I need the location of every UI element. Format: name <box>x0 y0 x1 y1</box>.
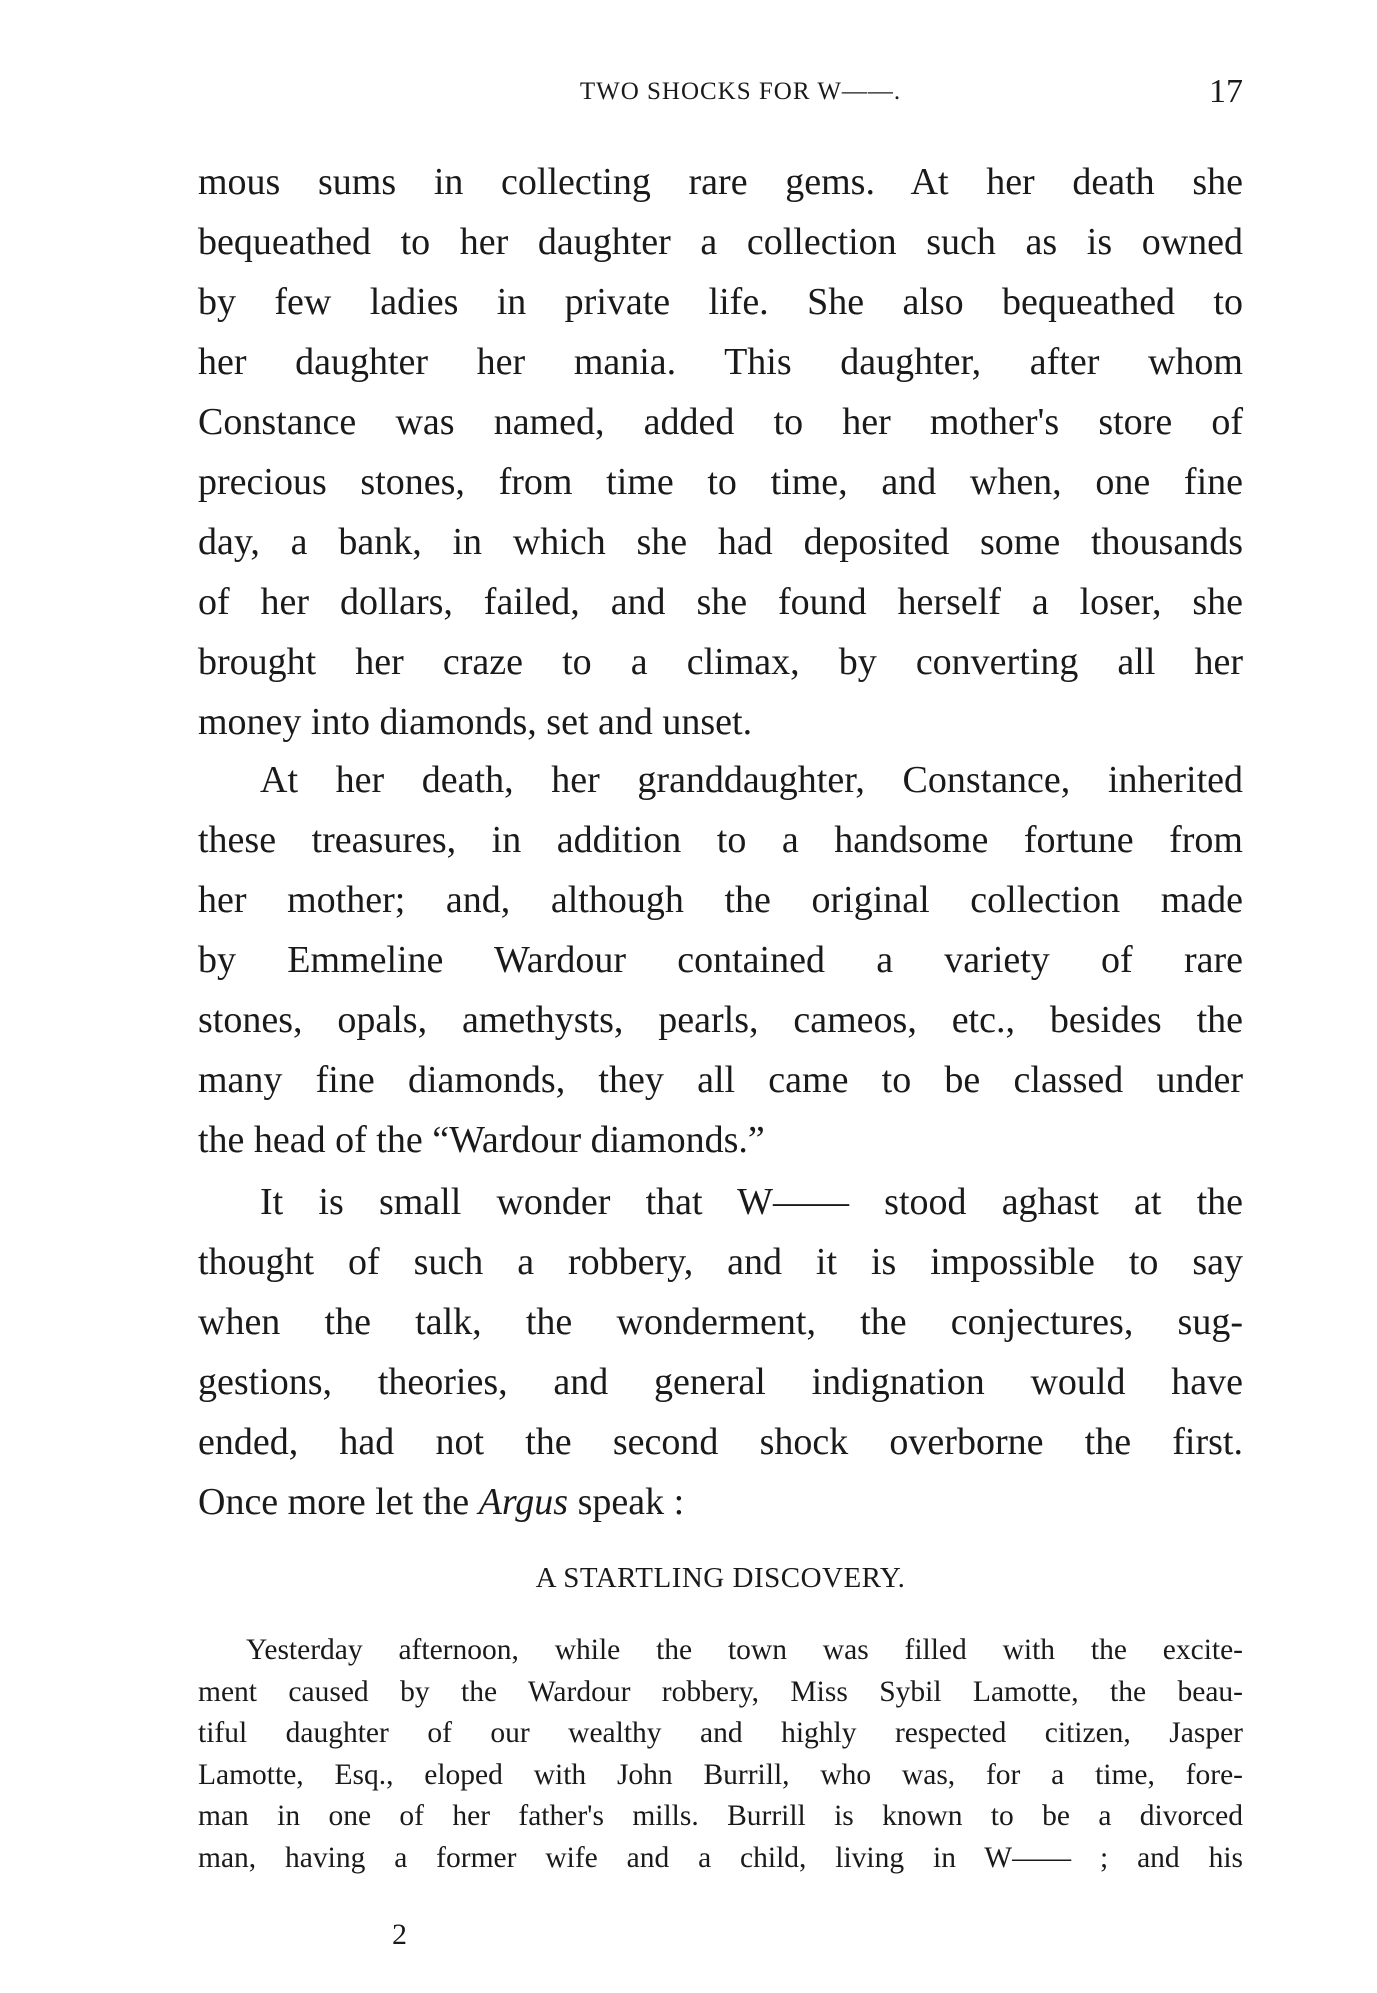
line-text: thought of such a robbery, and it is impossible to say <box>198 1241 1243 1283</box>
text-line <box>198 1838 1243 1880</box>
line-text: ment caused by the Wardour robbery, Miss Sybil Lamotte, the beau- <box>198 1675 1243 1708</box>
line-text: man, having a former wife and a child, living in W—— ; and his <box>198 1841 1243 1874</box>
running-head <box>198 72 1243 112</box>
line-text: money into diamonds, set and unset. <box>198 701 753 743</box>
text-line <box>198 512 1243 572</box>
line-text: by few ladies in private life. She also bequeathed to <box>198 281 1243 323</box>
line-text: man in one of her father's mills. Burrill is known to be a divorced <box>198 1800 1243 1832</box>
paragraph-1 <box>198 152 1243 752</box>
text-line <box>198 1172 1243 1232</box>
line-text: her mother; and, although the original collection made <box>198 879 1243 921</box>
text-line <box>198 990 1243 1050</box>
line-text: many fine diamonds, they all came to be classed under <box>198 1059 1243 1101</box>
paragraph-2 <box>198 750 1243 1170</box>
text-line <box>198 152 1243 212</box>
text-line <box>198 212 1243 272</box>
line-text: by Emmeline Wardour contained a variety of rare <box>198 939 1243 981</box>
italic-title: Argus <box>478 1481 569 1523</box>
text-line <box>198 1630 1243 1672</box>
line-text: her daughter her mania. This daughter, after whom <box>198 341 1243 383</box>
text-line <box>198 1796 1243 1838</box>
text-line <box>198 1050 1243 1110</box>
page-number: 17 <box>1209 73 1243 110</box>
line-text: day, a bank, in which she had deposited some thousands <box>198 521 1243 563</box>
line-text: ended, had not the second shock overborne the first. <box>198 1421 1243 1463</box>
line-text: Yesterday afternoon, while the town was filled with the excite- <box>246 1634 1243 1666</box>
text-line <box>198 1412 1243 1472</box>
text-line <box>198 810 1243 870</box>
text-line <box>198 572 1243 632</box>
running-head-title: TWO SHOCKS FOR W——. <box>579 78 902 105</box>
text-line <box>198 1232 1243 1292</box>
line-text: Constance was named, added to her mother's store of <box>198 401 1243 443</box>
text-line <box>198 632 1243 692</box>
text-line <box>198 1292 1243 1352</box>
line-text: mous sums in collecting rare gems. At her death she <box>198 161 1243 203</box>
line-text: tiful daughter of our wealthy and highly respected citizen, Jasper <box>198 1717 1243 1749</box>
line-text: speak : <box>568 1481 685 1523</box>
text-line <box>198 930 1243 990</box>
signature-mark: 2 <box>392 1918 407 1951</box>
line-text: gestions, theories, and general indignation would have <box>198 1361 1243 1403</box>
line-text: these treasures, in addition to a handsome fortune from <box>198 819 1243 861</box>
line-text: bequeathed to her daughter a collection such as is owned <box>198 221 1243 263</box>
text-line <box>198 1352 1243 1412</box>
text-line <box>198 870 1243 930</box>
line-text: stones, opals, amethysts, pearls, cameos, etc., besides the <box>198 999 1243 1041</box>
quoted-article-text <box>198 1630 1243 1879</box>
line-text: brought her craze to a climax, by converting all her <box>198 641 1243 683</box>
text-line <box>198 1672 1243 1714</box>
line-text: It is small wonder that W—— stood aghast at the <box>260 1181 1243 1223</box>
line-text: the head of the “Wardour diamonds.” <box>198 1119 765 1161</box>
line-text: Lamotte, Esq., eloped with John Burrill, who was, for a time, fore- <box>198 1758 1243 1791</box>
line-text: Once more let the <box>198 1481 479 1523</box>
text-line <box>198 332 1243 392</box>
text-line <box>198 1110 1243 1170</box>
text-line <box>198 272 1243 332</box>
article-heading: A STARTLING DISCOVERY. <box>535 1562 906 1594</box>
text-line <box>198 1472 1243 1532</box>
text-line <box>198 692 1243 752</box>
paragraph-3 <box>198 1172 1243 1532</box>
line-text: precious stones, from time to time, and when, one fine <box>198 461 1243 503</box>
text-line <box>198 392 1243 452</box>
text-line <box>198 1755 1243 1797</box>
text-line <box>198 1713 1243 1755</box>
line-text: of her dollars, failed, and she found herself a loser, she <box>198 581 1243 623</box>
line-text: At her death, her granddaughter, Constance, inherited <box>260 759 1243 801</box>
text-line <box>198 452 1243 512</box>
line-text: when the talk, the wonderment, the conjectures, sug- <box>198 1301 1243 1343</box>
text-line <box>198 750 1243 810</box>
